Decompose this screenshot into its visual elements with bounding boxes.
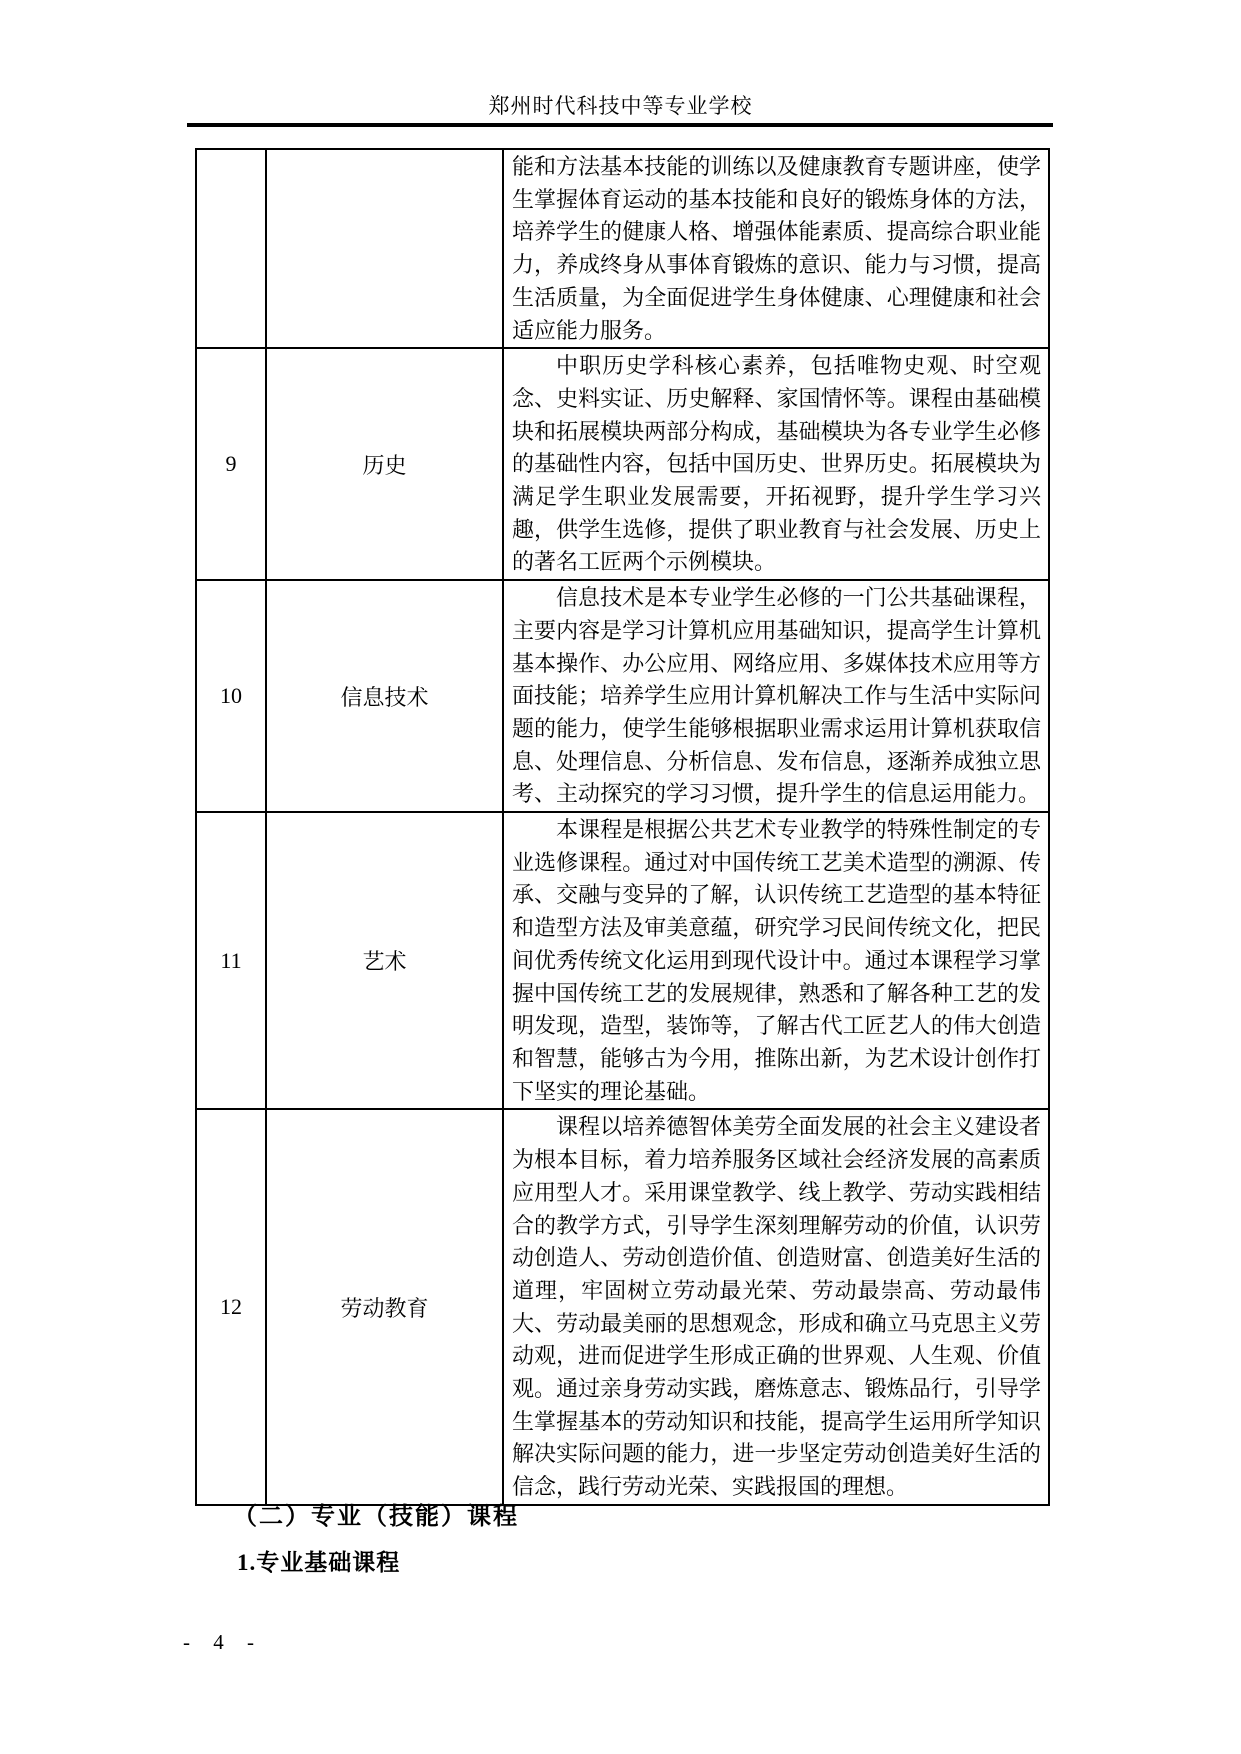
- table-row: [196, 812, 1049, 1109]
- course-number-cell: 11: [196, 812, 266, 1109]
- course-number-cell: 12: [196, 1109, 266, 1504]
- course-description-text: 本课程是根据公共艺术专业教学的特殊性制定的专业选修课程。通过对中国传统工艺美术造型的溯源、传承、交融与变异的了解，认识传统工艺造型的基本特征和造型方法及审美意蕴，研究学习民间传统文化，把民间优秀传统文化运用到现代设计中。通过本课程学习掌握中国传统工艺的发展规律，熟悉和了解各种工艺的发明发现，造型，装饰等，了解古代工匠艺人的伟大创造和智慧，能够古为今用，推陈出新，为艺术设计创作打下坚实的理论基础。: [512, 817, 1041, 1104]
- section-heading-professional-basic-courses: 1.专业基础课程: [237, 1550, 401, 1575]
- course-description-cell: [503, 1109, 1049, 1504]
- course-description-cell: [503, 348, 1049, 580]
- course-description-cell: [503, 580, 1049, 812]
- page-header-title: 郑州时代科技中等专业学校: [488, 95, 753, 118]
- course-number-cell: [196, 149, 266, 348]
- course-name-cell: [266, 149, 503, 348]
- table-row: [196, 149, 1049, 348]
- table-row: [196, 580, 1049, 812]
- section-heading-professional-skill-courses: （二）专业（技能）课程: [233, 1504, 519, 1530]
- course-description-text: 课程以培养德智体美劳全面发展的社会主义建设者为根本目标，着力培养服务区域社会经济发展的高素质应用型人才。采用课堂教学、线上教学、劳动实践相结合的教学方式，引导学生深刻理解劳动的价值，认识劳动创造人、劳动创造价值、创造财富、创造美好生活的道理，牢固树立劳动最光荣、劳动最崇高、劳动最伟大、劳动最美丽的思想观念，形成和确立马克思主义劳动观，进而促进学生形成正确的世界观、人生观、价值观。通过亲身劳动实践，磨炼意志、锻炼品行，引导学生掌握基本的劳动知识和技能，提高学生运用所学知识解决实际问题的能力，进一步坚定劳动创造美好生活的信念，践行劳动光荣、实践报国的理想。: [512, 1114, 1041, 1500]
- table-row: [196, 1109, 1049, 1504]
- course-description-cell: [503, 812, 1049, 1109]
- page-number: - 4 -: [183, 1630, 263, 1654]
- table-row: [196, 348, 1049, 580]
- course-table: [195, 148, 1050, 1506]
- course-number-cell: 10: [196, 580, 266, 812]
- course-description-cell: [503, 149, 1049, 348]
- course-description-text: 中职历史学科核心素养，包括唯物史观、时空观念、史料实证、历史解释、家国情怀等。课程由基础模块和拓展模块两部分构成，基础模块为各专业学生必修的基础性内容，包括中国历史、世界历史。拓展模块为满足学生职业发展需要，开拓视野，提升学生学习兴趣，供学生选修，提供了职业教育与社会发展、历史上的著名工匠两个示例模块。: [512, 353, 1041, 575]
- course-name-cell: 艺术: [266, 812, 503, 1109]
- header-divider-rule: [187, 123, 1053, 127]
- course-name-cell: 信息技术: [266, 580, 503, 812]
- course-name-cell: 历史: [266, 348, 503, 580]
- course-name-cell: 劳动教育: [266, 1109, 503, 1504]
- course-description-text: 能和方法基本技能的训练以及健康教育专题讲座，使学生掌握体育运动的基本技能和良好的锻炼身体的方法，培养学生的健康人格、增强体能素质、提高综合职业能力，养成终身从事体育锻炼的意识、能力与习惯，提高生活质量，为全面促进学生身体健康、心理健康和社会适应能力服务。: [512, 154, 1041, 343]
- course-description-text: 信息技术是本专业学生必修的一门公共基础课程，主要内容是学习计算机应用基础知识，提高学生计算机基本操作、办公应用、网络应用、多媒体技术应用等方面技能；培养学生应用计算机解决工作与生活中实际问题的能力，使学生能够根据职业需求运用计算机获取信息、处理信息、分析信息、发布信息，逐渐养成独立思考、主动探究的学习习惯，提升学生的信息运用能力。: [512, 585, 1041, 807]
- course-number-cell: 9: [196, 348, 266, 580]
